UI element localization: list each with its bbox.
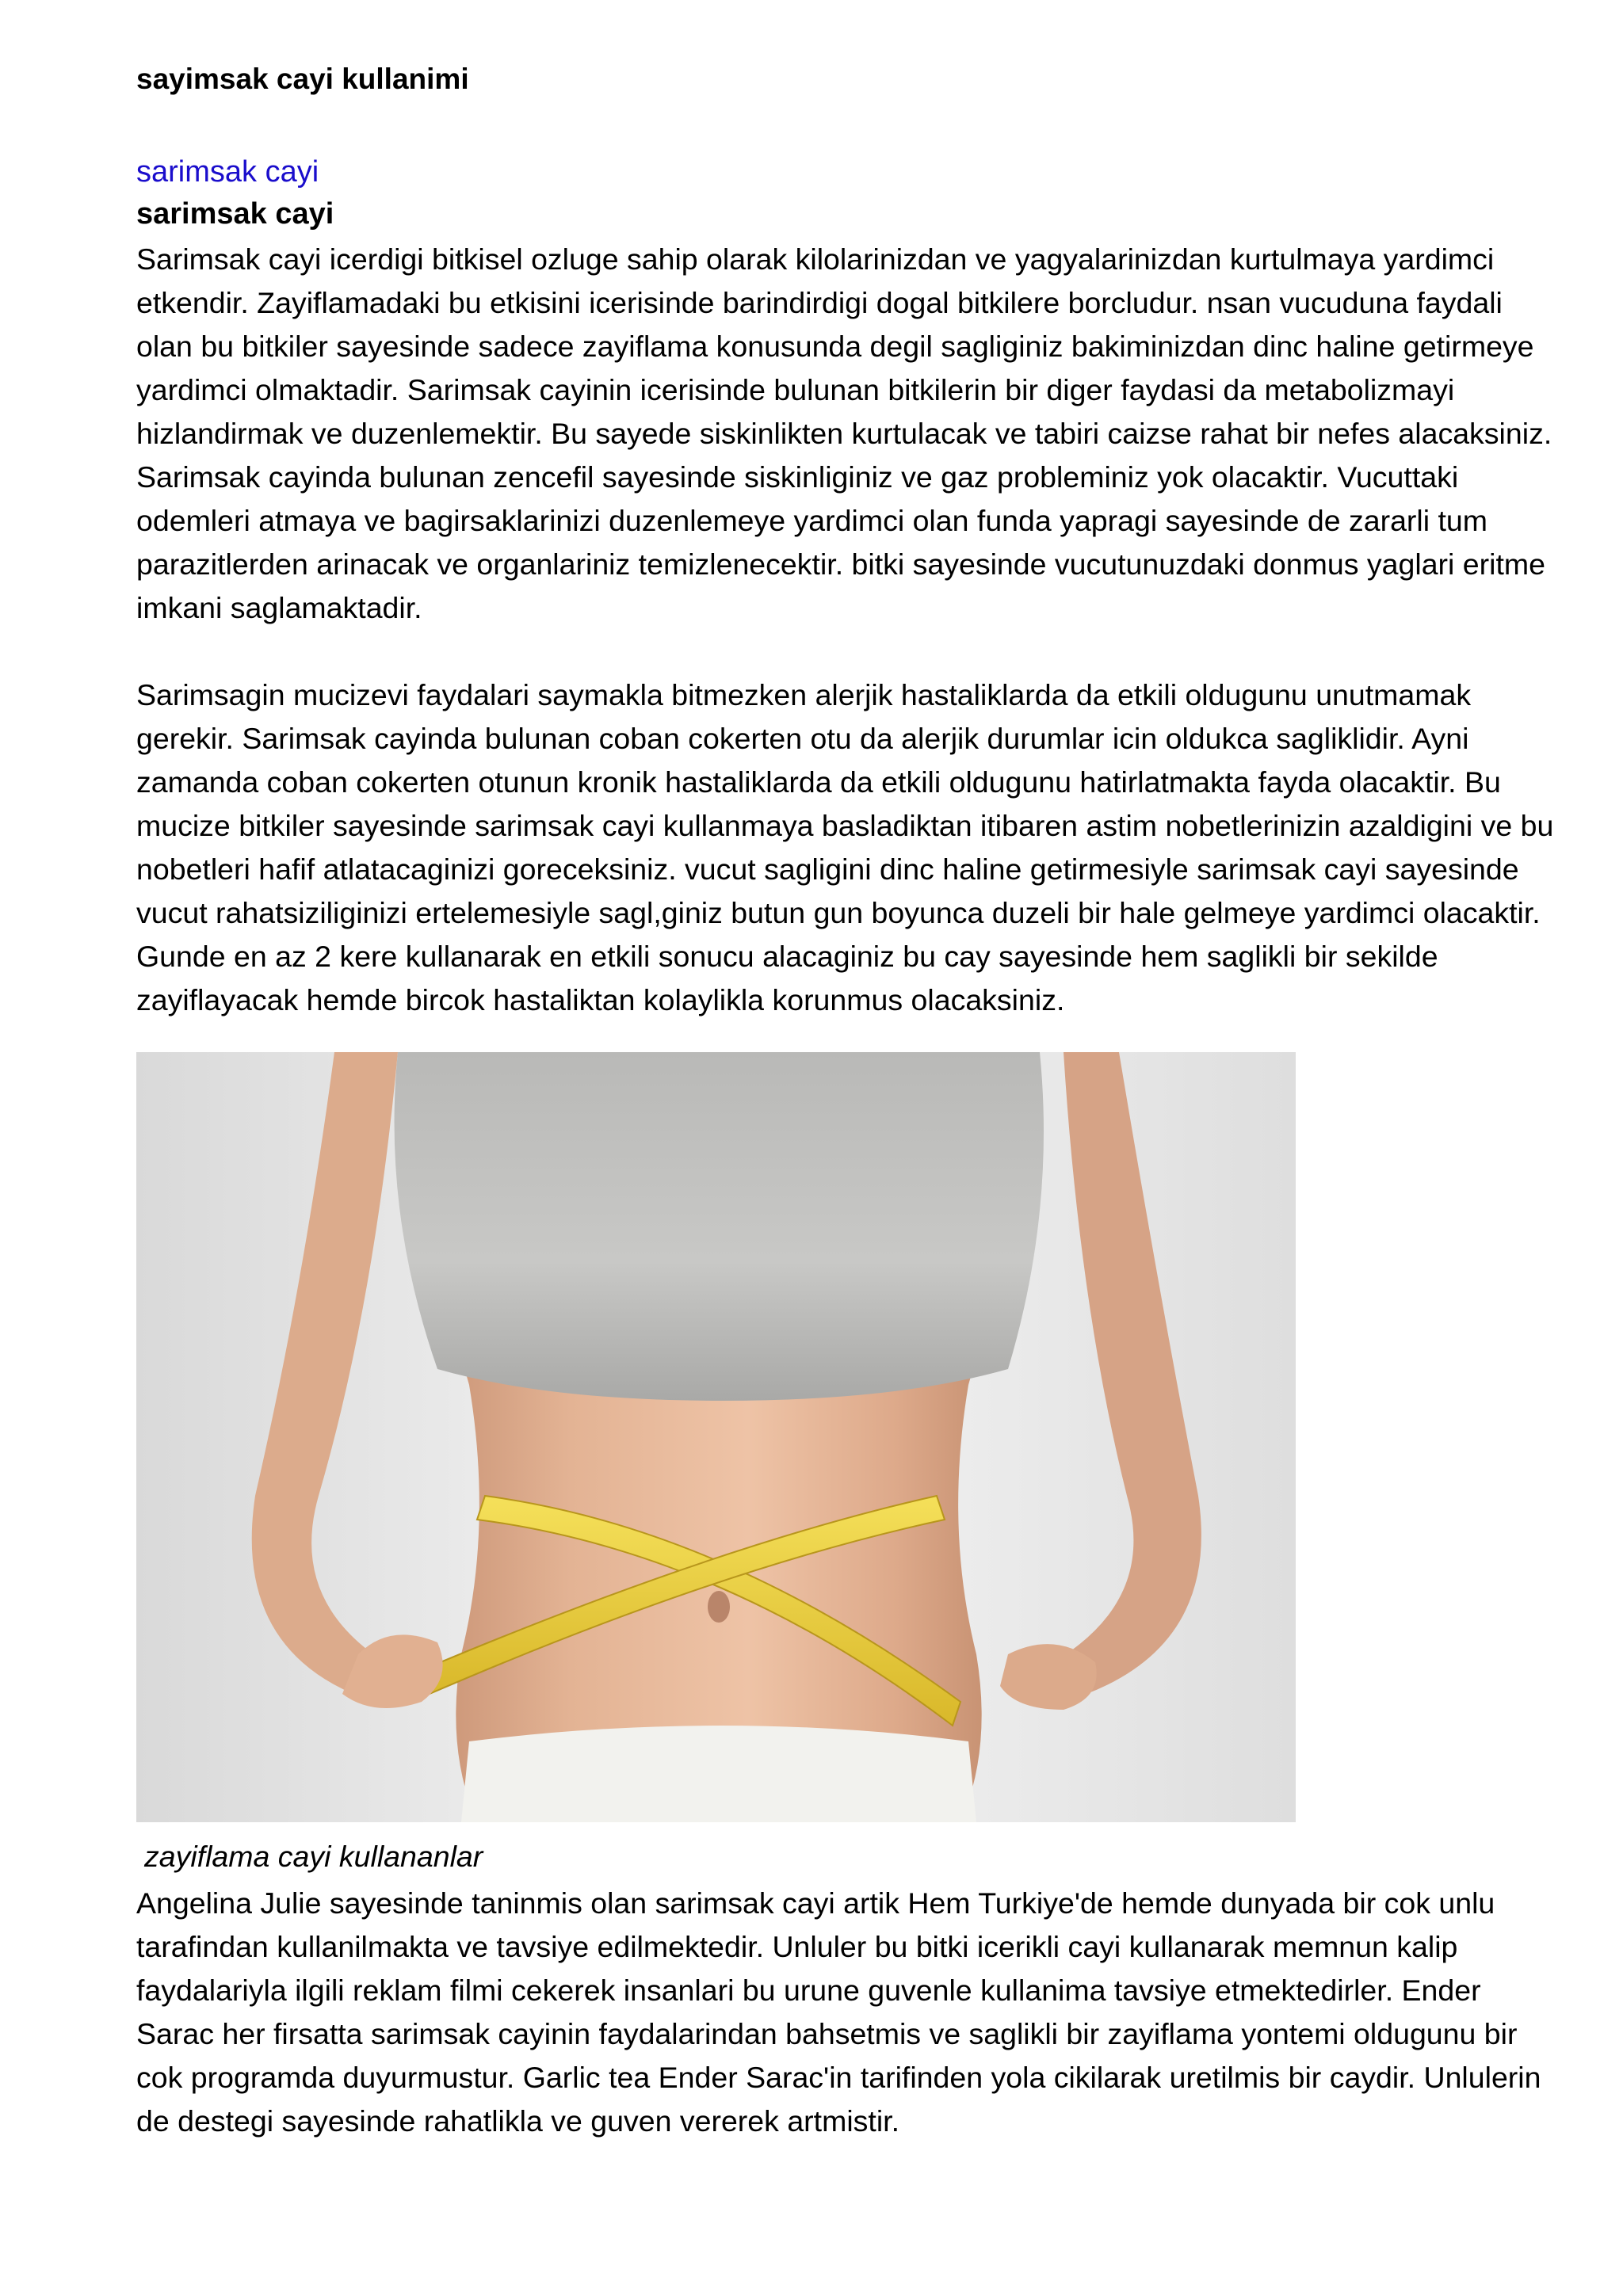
paragraph-celebrities: Angelina Julie sayesinde taninmis olan sarimsak cayi artik Hem Turkiye'de hemde dunyada bir cok unlu tarafindan kullanilmakta ve tavsiye edilmektedir. Unluler bu bitki icerikli cayi kullanarak memnun kalip faydalariyla ilgili reklam filmi cekerek insanlari bu urune guvenle kullanima tavsiye etmektedirler. Ender Sarac her firsatta sarimsak cayinin faydalarindan bahsetmis ve saglikli bir zayiflama yontemi oldugunu bir cok programda duyurmustur. Garlic tea Ender Sarac'in tarifinden yola cikilarak uretilmis bir caydir. Unlulerin de destegi sayesinde rahatlikla ve guven vererek artmistir.	[136, 1886, 1541, 2138]
paragraph-allergies: Sarimsagin mucizevi faydalari saymakla bitmezken alerjik hastaliklarda da etkili oldugunu unutmamak gerekir. Sarimsak cayinda bulunan coban cokerten otu da alerjik durumlar icin oldukca sagliklidir. Ayni zamanda coban cokerten otunun kronik hastaliklarda da etkili oldugunu hatirlatmakta fayda olacaktir. Bu mucize bitkiler sayesinde sarimsak cayi kullanmaya basladiktan itibaren astim nobetlerinizin azaldigini ve bu nobetleri hafif atlatacaginizi goreceksiniz. vucut sagligini dinc haline getirmesiyle sarimsak cayi sayesinde vucut rahatsiziliginizi ertelemesiyle sagl,giniz butun gun boyunca duzeli bir hale gelmeye yardimci olacaktir. Gunde en az 2 kere kullanarak en etkili sonucu alacaginiz bu cay sayesinde hem saglikli bir sekilde zayiflayacak hemde bircok hastaliktan kolaylikla korunmus olacaksiniz.	[136, 678, 1554, 1016]
waist-measuring-tape-photo	[136, 1052, 1296, 1822]
document-title: sayimsak cayi kullanimi	[136, 63, 469, 95]
section-heading: sarimsak cayi	[136, 197, 334, 231]
sarimsak-cayi-link[interactable]: sarimsak cayi	[136, 155, 319, 189]
image-caption: zayiflama cayi kullananlar	[144, 1840, 483, 1873]
paragraph-benefits: Sarimsak cayi icerdigi bitkisel ozluge sahip olarak kilolarinizdan ve yagyalarinizdan kurtulmaya yardimci etkendir. Zayiflamadaki bu etkisini icerisinde barindirdigi dogal bitkilere borcludur. nsan vucuduna faydali olan bu bitkiler sayesinde sadece zayiflama konusunda degil sagliginiz bakiminizdan dinc haline getirmeye yardimci olmaktadir. Sarimsak cayinin icerisinde bulunan bitkilerin bir diger faydasi da metabolizmayi hizlandirmak ve duzenlemektir. Bu sayede siskinlikten kurtulacak ve tabiri caizse rahat bir nefes alacaksiniz. Sarimsak cayinda bulunan zencefil sayesinde siskinliginiz ve gaz probleminiz yok olacaktir. Vucuttaki odemleri atmaya ve bagirsaklarinizi duzenlemeye yardimci olan funda yapragi sayesinde de zararli tum parazitlerden arinacak ve organlariniz temizlenecektir. bitki sayesinde vucutunuzdaki donmus yaglari eritme imkani saglamaktadir.	[136, 242, 1552, 624]
